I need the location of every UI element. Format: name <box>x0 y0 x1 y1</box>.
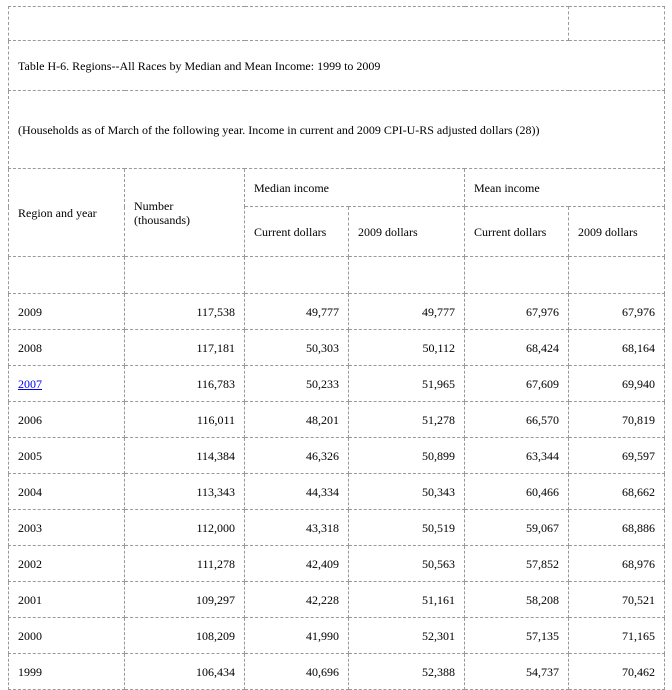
year-cell: 2006 <box>9 402 125 438</box>
mean-2009-cell: 71,165 <box>569 618 665 654</box>
blank-top-row <box>9 7 665 41</box>
median-current-cell: 42,228 <box>245 582 349 618</box>
median-current-cell: 44,334 <box>245 474 349 510</box>
table-row <box>9 294 665 330</box>
mean-current-cell: 60,466 <box>465 474 569 510</box>
header-row-1 <box>9 169 665 207</box>
median-2009-cell: 52,301 <box>349 618 465 654</box>
blank-cell <box>465 257 569 294</box>
mean-2009-cell: 68,164 <box>569 330 665 366</box>
mean-current-cell: 54,737 <box>465 654 569 690</box>
header-median-income: Median income <box>245 169 465 207</box>
blank-cell <box>569 7 665 41</box>
number-cell: 117,181 <box>125 330 245 366</box>
mean-2009-cell: 69,597 <box>569 438 665 474</box>
blank-cell <box>9 7 569 41</box>
median-2009-cell: 52,388 <box>349 654 465 690</box>
table-row <box>9 438 665 474</box>
header-mean-income: Mean income <box>465 169 665 207</box>
mean-2009-cell: 68,662 <box>569 474 665 510</box>
median-2009-cell: 51,161 <box>349 582 465 618</box>
header-region-year: Region and year <box>9 169 125 257</box>
mean-current-cell: 59,067 <box>465 510 569 546</box>
number-cell: 113,343 <box>125 474 245 510</box>
median-2009-cell: 50,899 <box>349 438 465 474</box>
median-2009-cell: 50,519 <box>349 510 465 546</box>
header-number: Number (thousands) <box>125 169 245 257</box>
mean-current-cell: 57,135 <box>465 618 569 654</box>
median-2009-cell: 49,777 <box>349 294 465 330</box>
median-current-cell: 41,990 <box>245 618 349 654</box>
number-cell: 112,000 <box>125 510 245 546</box>
table-row <box>9 582 665 618</box>
year-cell: 2004 <box>9 474 125 510</box>
median-current-cell: 48,201 <box>245 402 349 438</box>
mean-current-cell: 67,976 <box>465 294 569 330</box>
year-cell <box>9 366 125 402</box>
title-row <box>9 41 665 91</box>
median-current-cell: 50,233 <box>245 366 349 402</box>
number-cell: 114,384 <box>125 438 245 474</box>
table-row <box>9 618 665 654</box>
subtitle-row <box>9 91 665 169</box>
mean-2009-cell: 70,819 <box>569 402 665 438</box>
number-cell: 116,011 <box>125 402 245 438</box>
mean-2009-cell: 70,462 <box>569 654 665 690</box>
table-row <box>9 402 665 438</box>
median-2009-cell: 50,112 <box>349 330 465 366</box>
median-2009-cell: 50,563 <box>349 546 465 582</box>
number-cell: 109,297 <box>125 582 245 618</box>
number-cell: 116,783 <box>125 366 245 402</box>
income-table <box>8 6 665 690</box>
number-cell: 111,278 <box>125 546 245 582</box>
median-2009-cell: 50,343 <box>349 474 465 510</box>
table-row <box>9 474 665 510</box>
year-cell: 2008 <box>9 330 125 366</box>
header-median-2009: 2009 dollars <box>349 207 465 257</box>
blank-cell <box>125 257 245 294</box>
table-row <box>9 510 665 546</box>
year-cell: 1999 <box>9 654 125 690</box>
year-cell: 2003 <box>9 510 125 546</box>
year-cell: 2002 <box>9 546 125 582</box>
number-cell: 117,538 <box>125 294 245 330</box>
median-2009-cell: 51,965 <box>349 366 465 402</box>
blank-cell <box>245 257 349 294</box>
blank-cell <box>349 257 465 294</box>
number-cell: 106,434 <box>125 654 245 690</box>
year-cell: 2009 <box>9 294 125 330</box>
table-row <box>9 366 665 402</box>
median-2009-cell: 51,278 <box>349 402 465 438</box>
mean-2009-cell: 67,976 <box>569 294 665 330</box>
mean-2009-cell: 69,940 <box>569 366 665 402</box>
header-mean-current: Current dollars <box>465 207 569 257</box>
mean-current-cell: 66,570 <box>465 402 569 438</box>
median-current-cell: 49,777 <box>245 294 349 330</box>
year-link-2007[interactable]: 2007 <box>18 376 42 391</box>
year-cell: 2005 <box>9 438 125 474</box>
mean-current-cell: 58,208 <box>465 582 569 618</box>
blank-cell <box>569 257 665 294</box>
mean-current-cell: 68,424 <box>465 330 569 366</box>
blank-spacer-row <box>9 257 665 294</box>
spreadsheet <box>8 6 664 690</box>
table-subtitle: (Households as of March of the following year. Income in current and 2009 CPI-U-RS adjusted dollars (28)) <box>9 91 665 169</box>
header-mean-2009: 2009 dollars <box>569 207 665 257</box>
median-current-cell: 42,409 <box>245 546 349 582</box>
mean-2009-cell: 68,976 <box>569 546 665 582</box>
table-row <box>9 654 665 690</box>
year-cell: 2001 <box>9 582 125 618</box>
year-cell: 2000 <box>9 618 125 654</box>
median-current-cell: 50,303 <box>245 330 349 366</box>
median-current-cell: 43,318 <box>245 510 349 546</box>
table-row <box>9 546 665 582</box>
median-current-cell: 40,696 <box>245 654 349 690</box>
table-title: Table H-6. Regions--All Races by Median and Mean Income: 1999 to 2009 <box>9 41 665 91</box>
mean-current-cell: 63,344 <box>465 438 569 474</box>
median-current-cell: 46,326 <box>245 438 349 474</box>
number-cell: 108,209 <box>125 618 245 654</box>
mean-current-cell: 67,609 <box>465 366 569 402</box>
header-median-current: Current dollars <box>245 207 349 257</box>
mean-2009-cell: 70,521 <box>569 582 665 618</box>
blank-cell <box>9 257 125 294</box>
table-row <box>9 330 665 366</box>
mean-current-cell: 57,852 <box>465 546 569 582</box>
mean-2009-cell: 68,886 <box>569 510 665 546</box>
